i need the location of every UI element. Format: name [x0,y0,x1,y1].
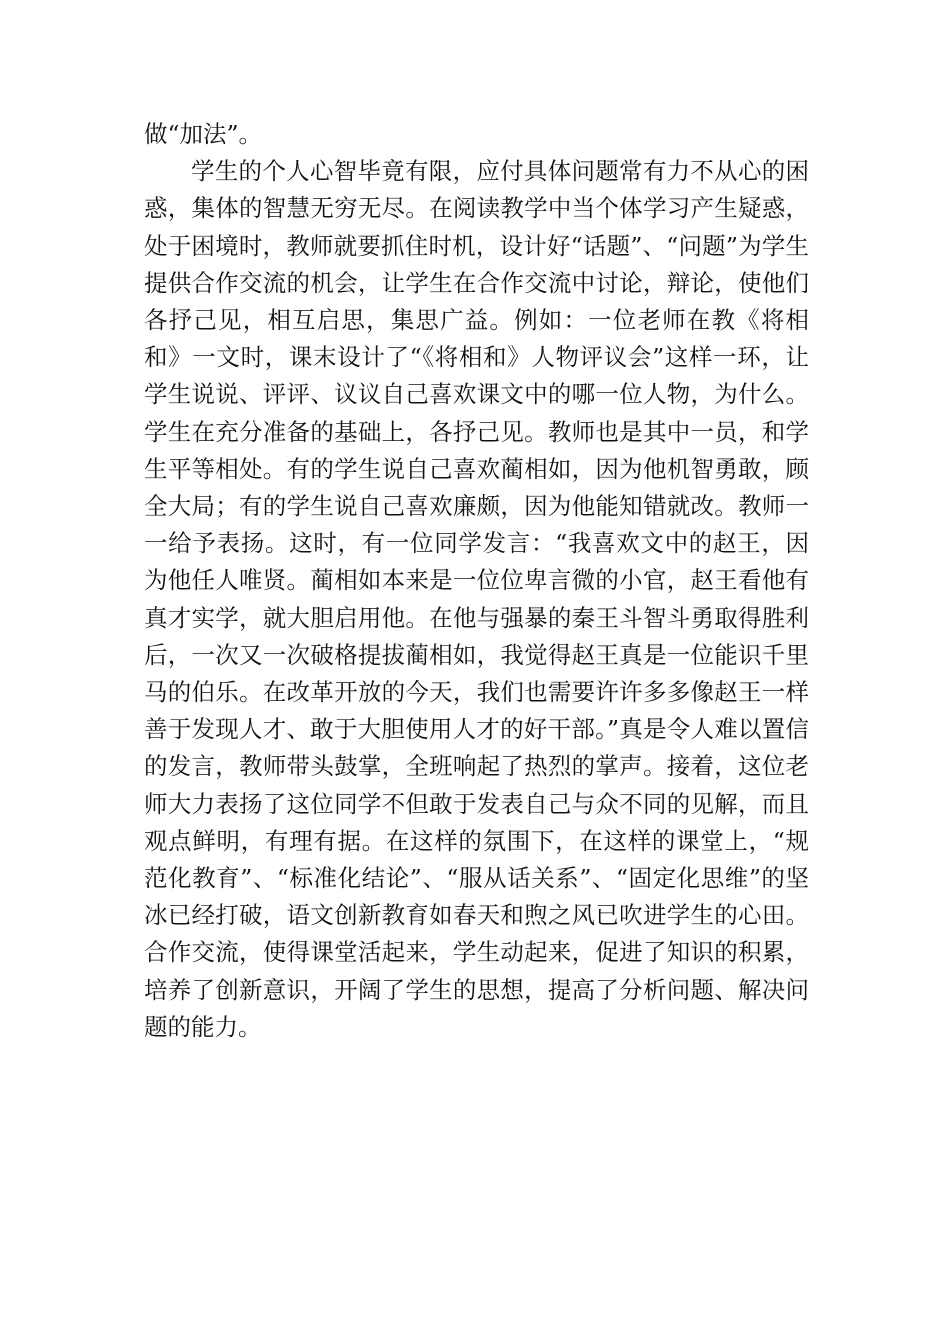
paragraph-continuation: 做“加法”。 [144,120,263,148]
paragraph-cooperation: 学生的个人心智毕竟有限，应付具体问题常有力不从心的困惑，集体的智慧无穷无尽。在阅读教学中当个体学习产生疑惑，处于困境时，教师就要抓住时机，设计好“话题”、“问题”为学生提供合作交流的机会，让学生在合作交流中讨论，辩论，使他们各抒己见，相互启思，集思广益。例如：一位老师在教《将相和》一文时，课末设计了“《将相和》人物评议会”这样一环，让学生说说、评评、议议自己喜欢课文中的哪一位人物，为什么。学生在充分准备的基础上，各抒己见。教师也是其中一员，和学生平等相处。有的学生说自己喜欢蔺相如，因为他机智勇敢，顾全大局；有的学生说自己喜欢廉颇，因为他能知错就改。教师一一给予表扬。这时，有一位同学发言：“我喜欢文中的赵王，因为他任人唯贤。蔺相如本来是一位位卑言微的小官，赵王看他有真才实学，就大胆启用他。在他与强暴的秦王斗智斗勇取得胜利后，一次又一次破格提拔蔺相如，我觉得赵王真是一位能识千里马的伯乐。在改革开放的今天，我们也需要许许多多像赵王一样善于发现人才、敢于大胆使用人才的好干部。”真是令人难以置信的发言，教师带头鼓掌，全班响起了热烈的掌声。接着，这位老师大力表扬了这位同学不但敢于发表自己与众不同的见解，而且观点鲜明，有理有据。在这样的氛围下，在这样的课堂上，“规范化教育”、“标准化结论”、“服从话关系”、“固定化思维”的坚冰已经打破，语文创新教育如春天和煦之风已吹进学生的心田。合作交流，使得课堂活起来，学生动起来，促进了知识的积累，培养了创新意识，开阔了学生的思想，提高了分析问题、解决问题的能力。 [144,157,809,1041]
body-text [144,116,809,1046]
